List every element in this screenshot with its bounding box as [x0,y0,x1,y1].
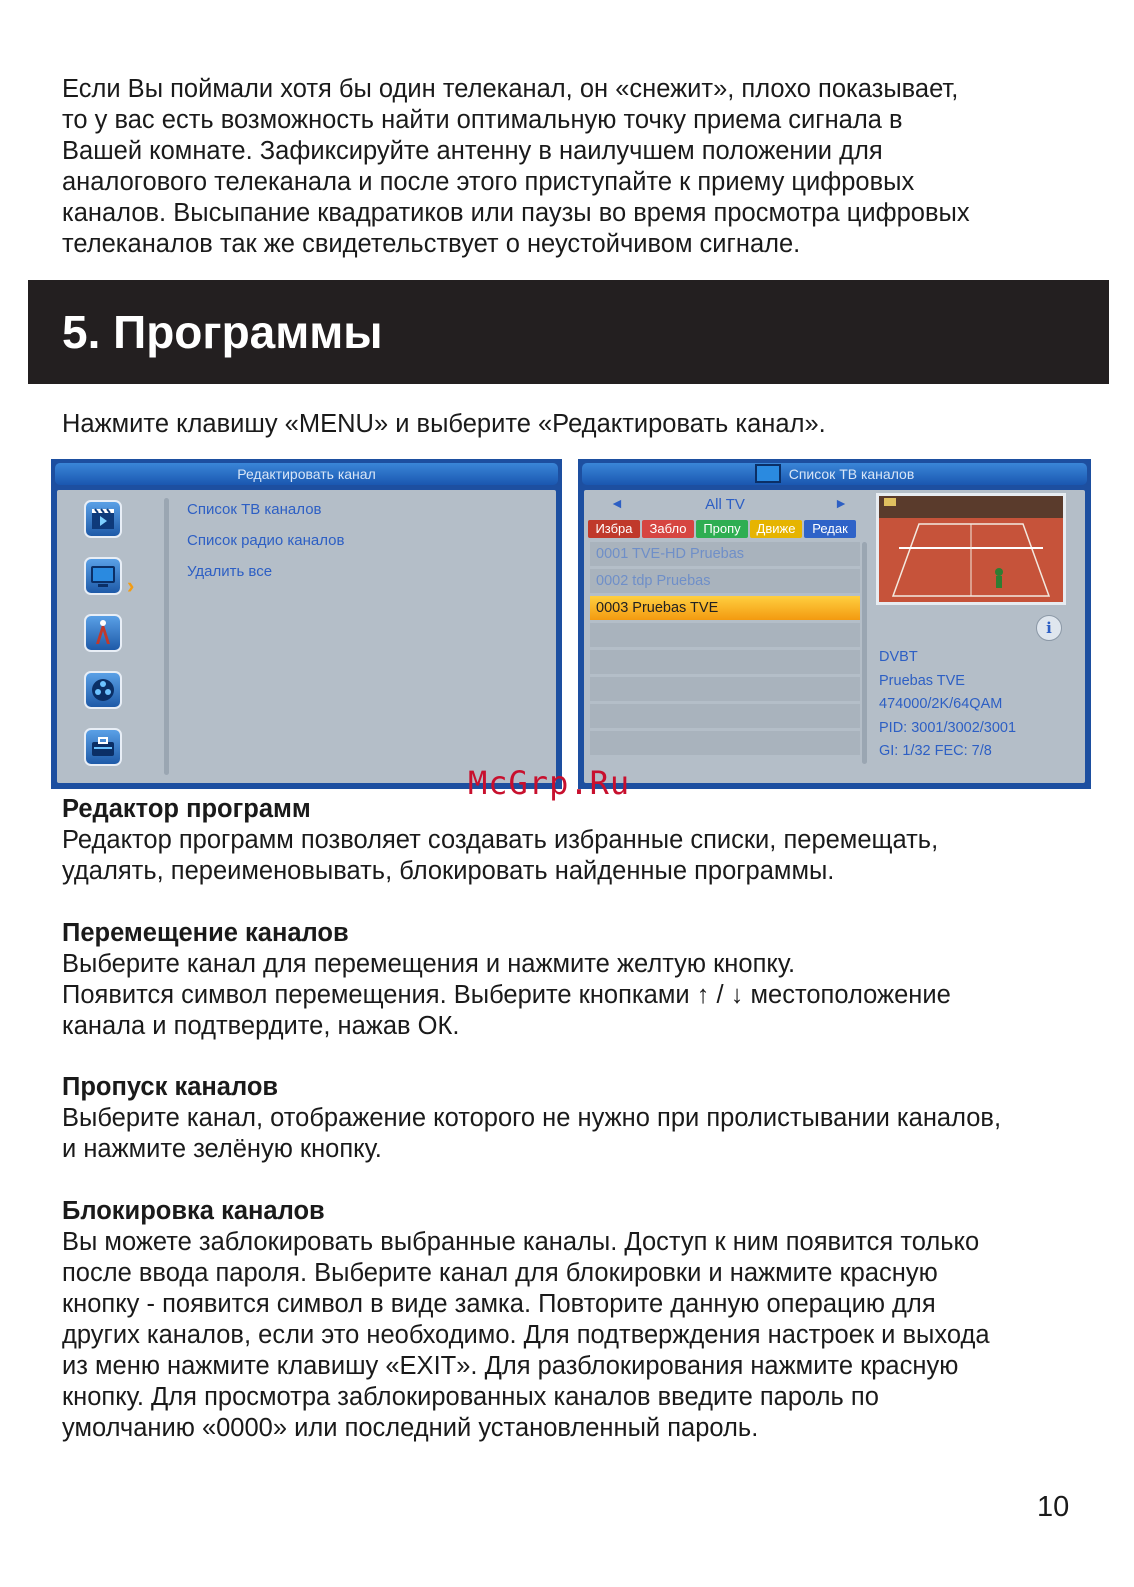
section-lock-channels [62,1196,1102,1444]
category-name: All TV [705,496,745,513]
channel-row[interactable]: 0002 tdp Pruebas [590,569,860,593]
menu-item-tv-list[interactable]: Список ТВ каналов [187,501,322,518]
screen-body [57,490,556,783]
section-line: Выберите канал, отображение которого не нужно при пролистывании каналов, [62,1104,1002,1132]
section-line: удалять, переименовывать, блокировать найденные программы. [62,857,835,885]
section-line: Появится символ перемещения. Выберите кнопками ↑ / ↓ местоположение [62,981,951,1009]
section-line: кнопку - появится символ в виде замка. Повторите данную операцию для [62,1290,936,1318]
tv-icon [755,464,781,483]
category-selector[interactable] [590,493,860,515]
scrollbar[interactable] [164,498,169,775]
toolbox-icon[interactable] [84,728,122,766]
tv-icon[interactable] [84,557,122,595]
channel-list-area [584,490,867,783]
screen-title: Редактировать канал [55,463,558,485]
screen-title [582,463,1087,485]
section-line: Вы можете заблокировать выбранные каналы. Доступ к ним появится только [62,1228,980,1256]
channel-row[interactable] [590,650,860,674]
intro-line: Если Вы поймали хотя бы один телеканал, он «снежит», плохо показывает, [62,75,959,103]
section-move-channels [62,918,1102,1042]
scrollbar[interactable] [862,542,867,764]
selected-arrow-icon: › [127,573,135,598]
section-line: Редактор программ позволяет создавать избранные списки, перемещать, [62,826,939,854]
menu-item-delete-all[interactable]: Удалить все [187,563,273,580]
page-number: 10 [1037,1491,1070,1523]
menu-icon-column [57,490,157,783]
section-heading: Редактор программ [62,795,311,823]
info-icon[interactable]: i [1036,615,1062,641]
channel-row[interactable] [590,704,860,728]
channel-row[interactable] [590,623,860,647]
instruction-line: Нажмите клавишу «MENU» и выберите «Редактировать канал». [62,410,826,438]
favorite-button[interactable]: Избра [588,520,640,538]
section-heading: Блокировка каналов [62,1197,325,1225]
section-line: после ввода пароля. Выберите канал для блокировки и нажмите красную [62,1259,938,1287]
info-line: Pruebas TVE [879,672,965,689]
section-skip-channels [62,1072,1102,1165]
previous-category-icon[interactable]: ◄ [610,495,624,511]
channel-row-selected[interactable]: 0003 Pruebas TVE [590,596,860,620]
intro-line: телеканалов так же свидетельствует о неустойчивом сигнале. [62,230,801,258]
section-line: из меню нажмите клавишу «EXIT». Для разблокирования нажмите красную [62,1352,959,1380]
section-heading: Перемещение каналов [62,919,349,947]
section-program-editor [62,794,1102,887]
section-banner [28,280,1109,384]
section-line: других каналов, если это необходимо. Для подтверждения настроек и выхода [62,1321,990,1349]
intro-line: то у вас есть возможность найти оптимальную точку приема сигнала в [62,106,903,134]
section-line: канала и подтвердите, нажав ОК. [62,1012,460,1040]
channel-row[interactable] [590,677,860,701]
tv-channel-list-screen [578,459,1091,789]
antenna-icon[interactable] [84,614,122,652]
info-line: GI: 1/32 FEC: 7/8 [879,743,992,759]
channel-preview-image [876,493,1066,605]
intro-paragraph [62,74,1092,260]
watermark: McGrp.Ru [468,764,631,802]
channel-row[interactable]: 0001 TVE-HD Pruebas [590,542,860,566]
channel-info [879,646,1016,764]
film-reel-icon[interactable] [84,671,122,709]
screen-body [584,490,1085,783]
section-line: кнопку. Для просмотра заблокированных каналов введите пароль по [62,1383,879,1411]
info-line: PID: 3001/3002/3001 [879,719,1017,736]
next-category-icon[interactable]: ► [834,495,848,511]
edit-menu-list [187,494,345,587]
lock-button[interactable]: Забло [642,520,694,538]
section-line: умолчанию «0000» или последний установленный пароль. [62,1414,759,1442]
channel-row[interactable] [590,731,860,755]
function-buttons [588,520,856,538]
move-button[interactable]: Движе [750,520,802,538]
film-clapper-icon[interactable] [84,500,122,538]
channel-rows [590,542,860,758]
intro-line: каналов. Высыпание квадратиков или паузы во время просмотра цифровых [62,199,970,227]
section-line: и нажмите зелёную кнопку. [62,1135,382,1163]
edit-button[interactable]: Редак [804,520,856,538]
instruction-text [62,409,1092,440]
section-line: Выберите канал для перемещения и нажмите желтую кнопку. [62,950,796,978]
edit-channel-screen [51,459,562,789]
intro-line: аналогового телеканала и после этого приступайте к приему цифровых [62,168,915,196]
section-heading: Пропуск каналов [62,1073,279,1101]
intro-line: Вашей комнате. Зафиксируйте антенну в наилучшем положении для [62,137,883,165]
menu-item-radio-list[interactable]: Список радио каналов [187,532,345,549]
section-title: 5. Программы [62,306,383,358]
info-line: DVBT [879,649,918,665]
info-line: 474000/2K/64QAM [879,696,1003,712]
screen-title-text: Список ТВ каналов [788,466,915,482]
skip-button[interactable]: Пропу [696,520,748,538]
